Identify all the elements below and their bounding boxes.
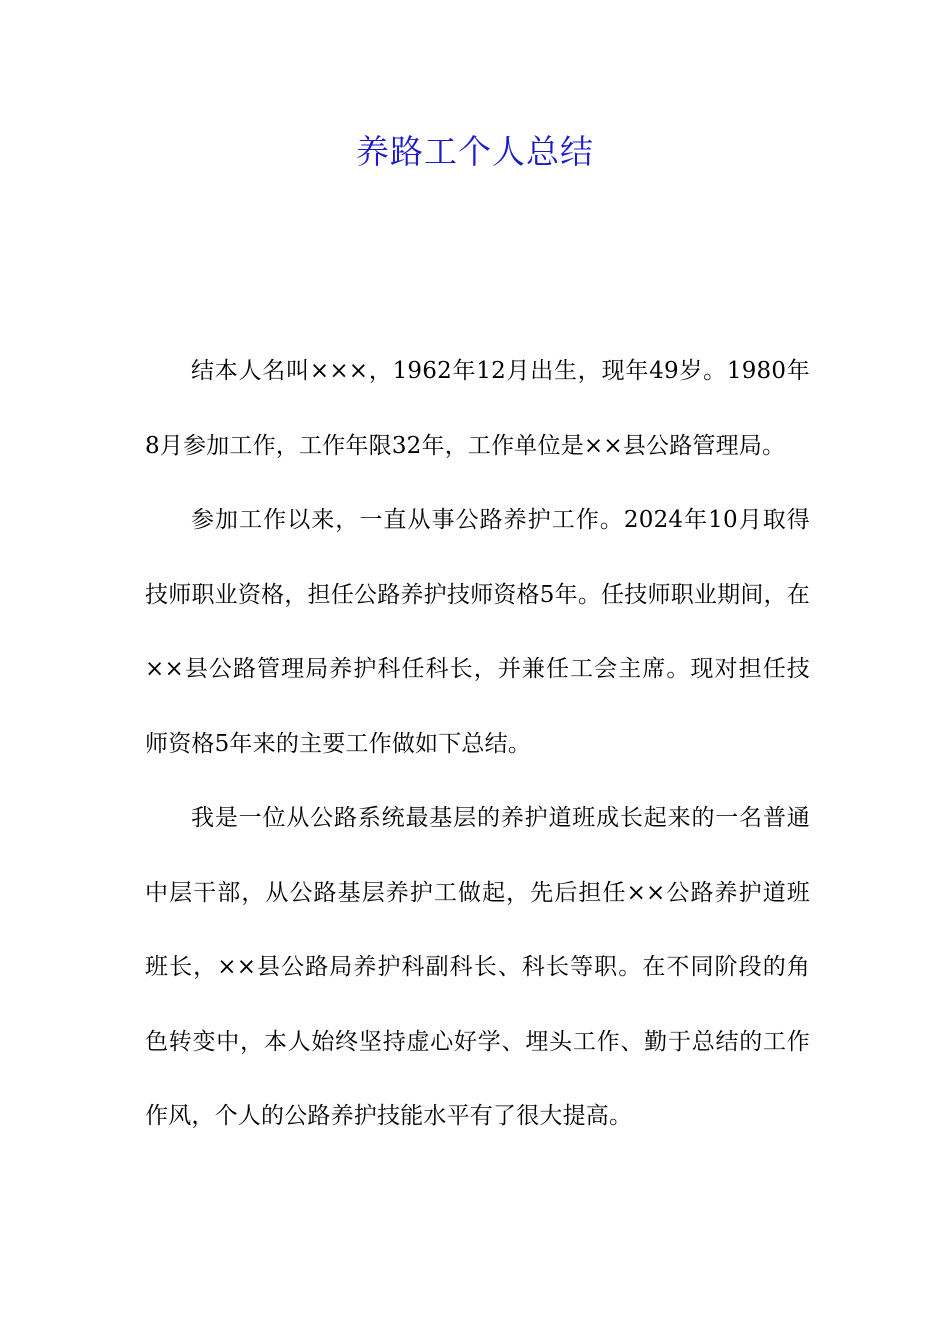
paragraph-2: 参加工作以来，一直从事公路养护工作。2024年10月取得技师职业资格，担任公路养护技师资格5年。任技师职业期间，在××县公路管理局养护科任科长，并兼任工会主席。现对担任技师资格5年来的主要工作做如下总结。 — [145, 507, 810, 757]
document-title: 养路工个人总结 — [356, 132, 594, 171]
document-body — [145, 334, 810, 1154]
paragraph-1: 结本人名叫×××，1962年12月出生，现年49岁。1980年8月参加工作，工作年限32年，工作单位是××县公路管理局。 — [145, 358, 810, 459]
paragraph-3: 我是一位从公路系统最基层的养护道班成长起来的一名普通中层干部，从公路基层养护工做起，先后担任××公路养护道班班长，××县公路局养护科副科长、科长等职。在不同阶段的角色转变中，本人始终坚持虚心好学、埋头工作、勤于总结的工作作风，个人的公路养护技能水平有了很大提高。 — [145, 805, 810, 1129]
